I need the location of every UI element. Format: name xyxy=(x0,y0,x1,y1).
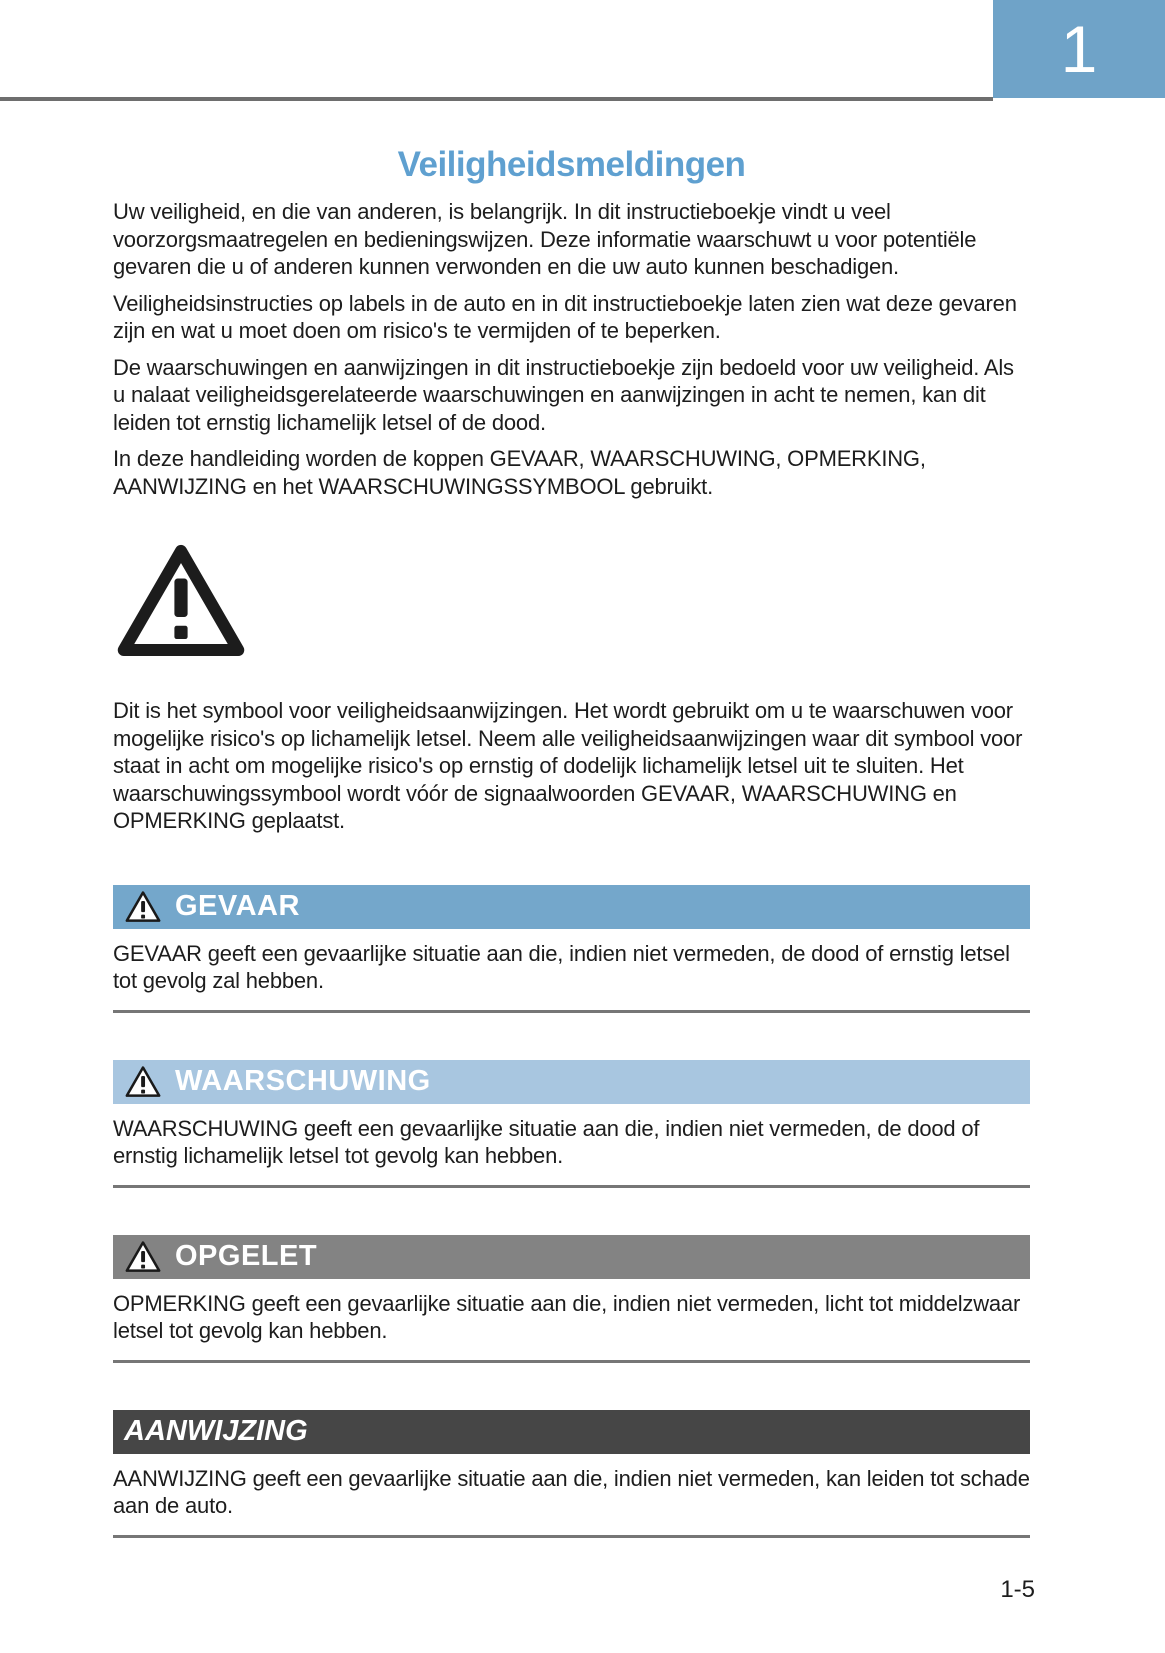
section-divider xyxy=(113,1535,1030,1538)
warning-triangle-icon xyxy=(124,1240,162,1274)
section-divider xyxy=(113,1360,1030,1363)
danger-body-text: GEVAAR geeft een gevaarlijke situatie aan die, indien niet vermeden, de dood of ernstig letsel tot gevolg zal hebben. xyxy=(113,940,1010,993)
danger-banner xyxy=(113,885,1030,929)
page-title: Veiligheidsmeldingen xyxy=(397,145,746,184)
section-caution xyxy=(113,1235,1030,1363)
warning-banner xyxy=(113,1060,1030,1104)
intro-paragraph: Uw veiligheid, en die van anderen, is belangrijk. In dit instructieboekje vindt u veel voorzorgsmaatregelen en bedieningswijzen. Deze informatie waarschuwt u voor potentiële gevaren die u of anderen kunnen verwonden en die uw auto kunnen beschadigen. xyxy=(113,199,977,279)
notice-body-text: AANWIJZING geeft een gevaarlijke situatie aan die, indien niet vermeden, kan leiden tot schade aan de auto. xyxy=(113,1465,1030,1518)
caution-banner xyxy=(113,1235,1030,1279)
caution-banner-label: OPGELET xyxy=(175,1240,318,1272)
chapter-number-tab xyxy=(993,0,1165,98)
intro-paragraph: In deze handleiding worden de koppen GEVAAR, WAARSCHUWING, OPMERKING, AANWIJZING en het WAARSCHUWINGSSYMBOOL gebruikt. xyxy=(113,446,926,499)
page-content xyxy=(113,101,1030,1538)
warning-triangle-icon xyxy=(115,542,247,659)
section-notice xyxy=(113,1410,1030,1538)
notice-banner-label: AANWIJZING xyxy=(124,1415,308,1447)
warning-body-text: WAARSCHUWING geeft een gevaarlijke situatie aan die, indien niet vermeden, de dood of ernstig lichamelijk letsel tot gevolg kan hebben. xyxy=(113,1115,980,1168)
section-danger xyxy=(113,885,1030,1013)
warning-triangle-icon xyxy=(124,1065,162,1099)
section-warning xyxy=(113,1060,1030,1188)
caution-body-text: OPMERKING geeft een gevaarlijke situatie aan die, indien niet vermeden, licht tot middelzwaar letsel tot gevolg kan hebben. xyxy=(113,1290,1021,1343)
section-divider xyxy=(113,1185,1030,1188)
intro-paragraph: Veiligheidsinstructies op labels in de auto en in dit instructieboekje laten zien wat deze gevaren zijn en wat u moet doen om risico's te vermijden of te beperken. xyxy=(113,290,1017,343)
intro-paragraph: De waarschuwingen en aanwijzingen in dit instructieboekje zijn bedoeld voor uw veiligheid. Als u nalaat veiligheidsgerelateerde waarschuwingen en aanwijzingen in acht te nemen, kan dit leiden tot ernstig lichamelijk letsel of de dood. xyxy=(113,354,1014,435)
warning-triangle-icon xyxy=(124,890,162,924)
notice-banner xyxy=(113,1410,1030,1454)
danger-banner-label: GEVAAR xyxy=(175,890,300,922)
symbol-paragraph: Dit is het symbool voor veiligheidsaanwijzingen. Het wordt gebruikt om u te waarschuwen voor mogelijke risico's op lichamelijk letsel. Neem alle veiligheidsaanwijzingen waar dit symbool voor staat in acht om mogelijke risico's op ernstig of dodelijk lichamelijk letsel uit te sluiten. Het waarschuwingssymbool wordt vóór de signaalwoorden GEVAAR, WAARSCHUWING en OPMERKING geplaatst. xyxy=(113,698,1023,833)
warning-banner-label: WAARSCHUWING xyxy=(175,1065,431,1097)
page-number: 1-5 xyxy=(1000,1576,1035,1603)
chapter-number: 1 xyxy=(1060,12,1098,86)
section-divider xyxy=(113,1010,1030,1013)
